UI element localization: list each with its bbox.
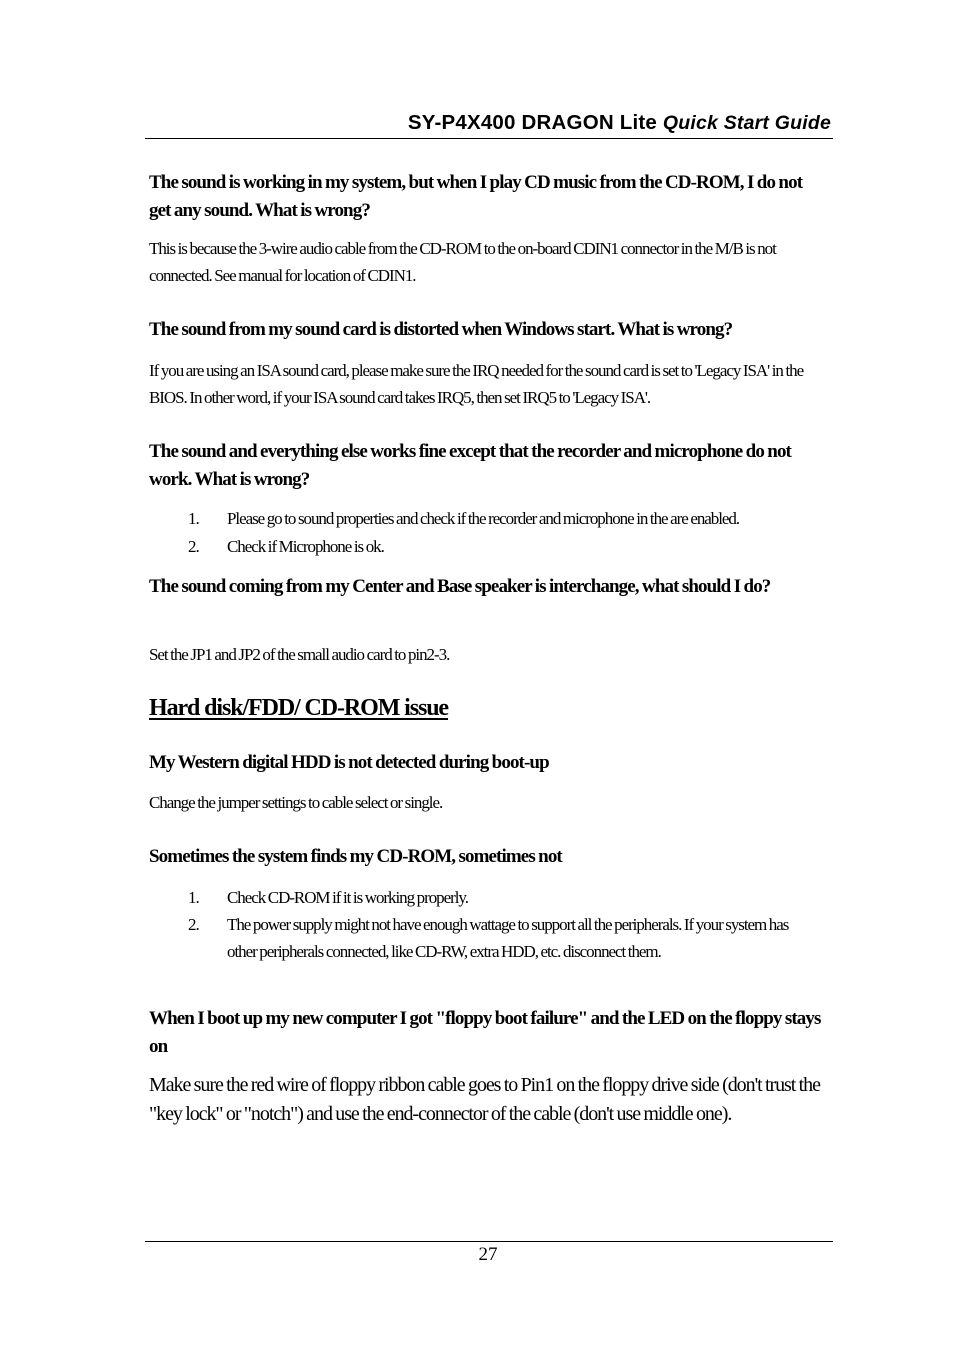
faq6-step-1-text: Check CD-ROM if it is working properly.: [227, 888, 468, 907]
faq3-step-1-number: 1.: [188, 509, 199, 528]
faq5-answer: Change the jumper settings to cable select or single.: [149, 793, 443, 812]
faq2-question: The sound from my sound card is distorted when Windows start. What is wrong?: [149, 319, 733, 340]
faq4-question: The sound coming from my Center and Base speaker is interchange, what should I do?: [149, 576, 771, 597]
faq1-answer: This is because the 3-wire audio cable from the CD-ROM to the on-board CDIN1 connector in the M/B is not connected. See manual for location of CDIN1.: [149, 239, 776, 285]
faq7-question: When I boot up my new computer I got "floppy boot failure" and the LED on the floppy stays on: [149, 1008, 821, 1057]
faq5-question: My Western digital HDD is not detected during boot-up: [149, 752, 549, 773]
faq3-step-2-number: 2.: [188, 537, 199, 556]
header-title: [408, 111, 831, 135]
faq7-answer: Make sure the red wire of floppy ribbon cable goes to Pin1 on the floppy drive side (don't trust the "key lock" or "notch") and use the end-connector of the cable (don't use middle one).: [149, 1074, 820, 1125]
faq3-question: The sound and everything else works fine except that the recorder and microphone do not work. What is wrong?: [149, 441, 791, 490]
header-model: SY-P4X400 DRAGON Lite: [407, 111, 657, 134]
page-number: 27: [478, 1244, 498, 1265]
faq6-step-2-text: The power supply might not have enough wattage to support all the peripherals. If your system has other peripherals connected, like CD-RW, extra HDD, etc. disconnect them.: [227, 915, 789, 961]
faq3-step-1-text: Please go to sound properties and check if the recorder and microphone in the are enabled.: [227, 509, 740, 528]
footer-divider: [145, 1241, 833, 1242]
header-guide: Quick Start Guide: [662, 112, 831, 134]
page-header: [145, 108, 833, 139]
faq6-question: Sometimes the system finds my CD-ROM, sometimes not: [149, 846, 562, 867]
faq6-step-2-number: 2.: [188, 915, 199, 934]
faq4-answer: Set the JP1 and JP2 of the small audio card to pin2-3.: [149, 645, 450, 664]
faq6-step-1-number: 1.: [188, 888, 199, 907]
faq1-question: The sound is working in my system, but when I play CD music from the CD-ROM, I do not get any sound. What is wrong?: [149, 172, 803, 221]
section-title: Hard disk/FDD/ CD-ROM issue: [149, 695, 448, 721]
faq3-step-2-text: Check if Microphone is ok.: [227, 537, 384, 556]
faq2-answer: If you are using an ISA sound card, please make sure the IRQ needed for the sound card is set to 'Legacy ISA' in the BIOS. In other word, if your ISA sound card takes IRQ5, then set IRQ5 to 'Legacy ISA'.: [149, 361, 804, 407]
